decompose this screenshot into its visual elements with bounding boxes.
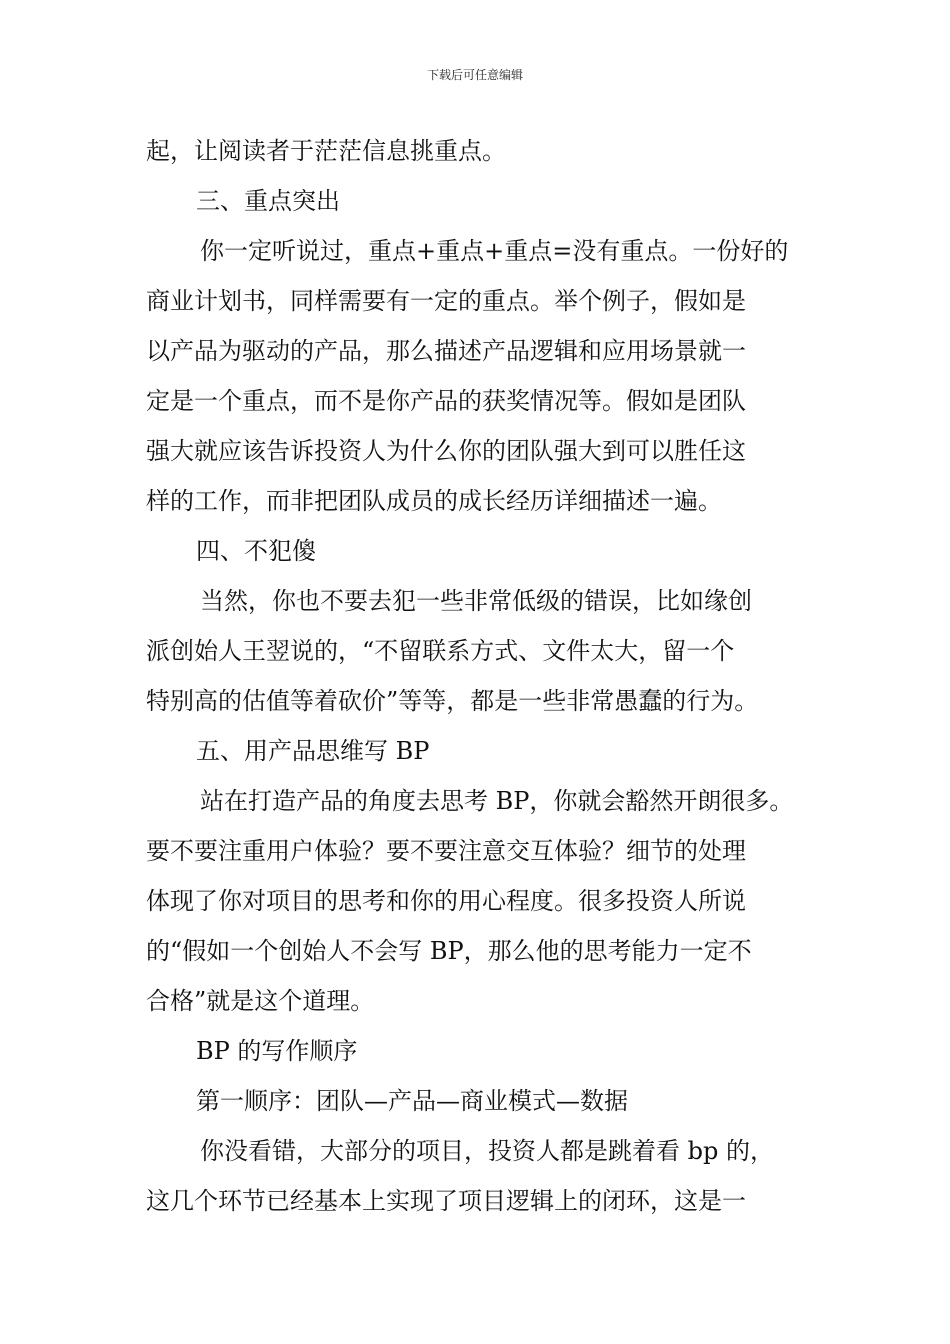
text-line: 强大就应该告诉投资人为什么你的团队强大到可以胜任这 — [146, 437, 746, 465]
text-line: 特别高的估值等着砍价”等等，都是一些非常愚蠢的行为。 — [146, 687, 759, 715]
text-line: 第一顺序：团队—产品—商业模式—数据 — [196, 1087, 628, 1115]
text-line: 商业计划书，同样需要有一定的重点。举个例子，假如是 — [146, 287, 746, 315]
text-line: 起，让阅读者于茫茫信息挑重点。 — [146, 137, 506, 165]
text-line: 要不要注重用户体验？要不要注意交互体验？细节的处理 — [146, 837, 746, 865]
text-line: 派创始人王翌说的，“不留联系方式、文件太大，留一个 — [146, 637, 735, 665]
text-line: 合格”就是这个道理。 — [146, 987, 375, 1015]
section-heading: 三、重点突出 — [196, 187, 340, 215]
text-line: 站在打造产品的角度去思考 BP，你就会豁然开朗很多。 — [200, 787, 794, 815]
text-line: 你没看错，大部分的项目，投资人都是跳着看 bp 的， — [200, 1137, 774, 1165]
text-line: 当然，你也不要去犯一些非常低级的错误，比如缘创 — [200, 587, 752, 615]
text-line: 以产品为驱动的产品，那么描述产品逻辑和应用场景就一 — [146, 337, 746, 365]
text-line: 的“假如一个创始人不会写 BP，那么他的思考能力一定不 — [146, 937, 752, 965]
section-heading: 五、用产品思维写 BP — [196, 737, 430, 765]
section-heading: BP 的写作顺序 — [196, 1037, 358, 1065]
text-line: 样的工作，而非把团队成员的成长经历详细描述一遍。 — [146, 487, 722, 515]
page-header: 下载后可任意编辑 — [426, 68, 523, 82]
text-line: 这几个环节已经基本上实现了项目逻辑上的闭环，这是一 — [146, 1187, 746, 1215]
text-line: 定是一个重点，而不是你产品的获奖情况等。假如是团队 — [146, 387, 746, 415]
text-line: 你一定听说过，重点+重点+重点=没有重点。一份好的 — [200, 237, 789, 265]
section-heading: 四、不犯傻 — [196, 537, 316, 565]
text-line: 体现了你对项目的思考和你的用心程度。很多投资人所说 — [146, 887, 746, 915]
